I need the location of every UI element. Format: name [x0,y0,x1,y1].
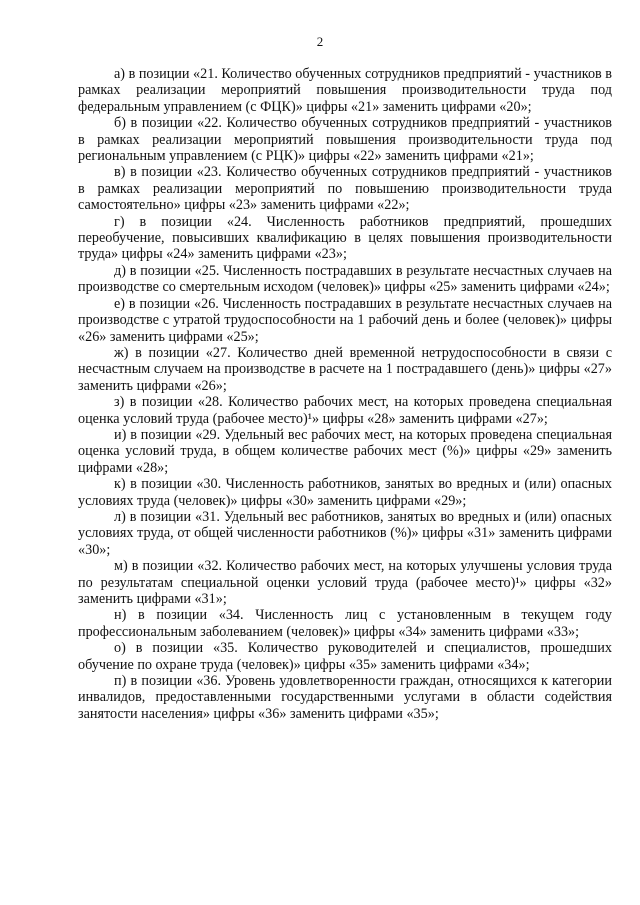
list-item-a: а) в позиции «21. Количество обученных сотрудников предприятий - участников в рамках реализации мероприятий повышения производительности труда под федеральным управлением (с ФЦК)» цифры «21» заменить цифрами «20»; [78,66,612,115]
list-item-d: д) в позиции «25. Численность пострадавших в результате несчастных случаев на производстве со смертельным исходом (человек)» цифры «25» заменить цифрами «24»; [78,262,612,296]
list-item-l: л) в позиции «31. Удельный вес работников, занятых во вредных и (или) опасных условиях труда, от общей численности работников (%)» цифры «31» заменить цифрами «30»; [78,508,612,558]
list-item-p: п) в позиции «36. Уровень удовлетворенности граждан, относящихся к категории инвалидов, предоставленными государственными услугами в области содействия занятости населения» цифры «36» заменить цифрами «35»; [78,673,612,722]
list-item-m: м) в позиции «32. Количество рабочих мест, на которых улучшены условия труда по результатам специальной оценки условий труда (рабочее место)¹» цифры «32» заменить цифрами «31»; [78,558,612,607]
list-item-v: в) в позиции «23. Количество обученных сотрудников предприятий - участников в рамках реализации мероприятий по повышению производительности труда самостоятельно» цифры «23» заменить цифрами «22»; [78,164,612,214]
list-item-z: з) в позиции «28. Количество рабочих мест, на которых проведена специальная оценка условий труда (рабочее место)¹» цифры «28» заменить цифрами «27»; [78,394,612,427]
list-item-e: е) в позиции «26. Численность пострадавших в результате несчастных случаев на производстве с утратой трудоспособности на 1 рабочий день и более (человек)» цифры «26» заменить цифрами «25»; [78,295,612,345]
list-item-n: н) в позиции «34. Численность лиц с установленным в текущем году профессиональным заболеванием (человек)» цифры «34» заменить цифрами «33»; [78,607,612,640]
list-item-i: и) в позиции «29. Удельный вес рабочих мест, на которых проведена специальная оценка условий труда, в общем количестве рабочих мест (%)» цифры «29» заменить цифрами «28»; [78,426,612,476]
list-item-k: к) в позиции «30. Численность работников, занятых во вредных и (или) опасных условиях труда (человек)» цифры «30» заменить цифрами «29»; [78,476,612,509]
list-item-zh: ж) в позиции «27. Количество дней временной нетрудоспособности в связи с несчастным случаем на производстве в расчете на 1 пострадавшего (день)» цифры «27» заменить цифрами «26»; [78,344,612,394]
list-item-g: г) в позиции «24. Численность работников предприятий, прошедших переобучение, повысивших квалификацию в целях повышения производительности труда» цифры «24» заменить цифрами «23»; [78,213,612,263]
list-item-o: о) в позиции «35. Количество руководителей и специалистов, прошедших обучение по охране труда (человек)» цифры «35» заменить цифрами «34»; [78,640,612,673]
page-number: 2 [316,34,324,49]
document-body [78,66,612,722]
list-item-b: б) в позиции «22. Количество обученных сотрудников предприятий - участников в рамках реализации мероприятий повышения производительности труда под региональным управлением (с РЦК)» цифры «22» заменить цифрами «21»; [78,115,612,165]
